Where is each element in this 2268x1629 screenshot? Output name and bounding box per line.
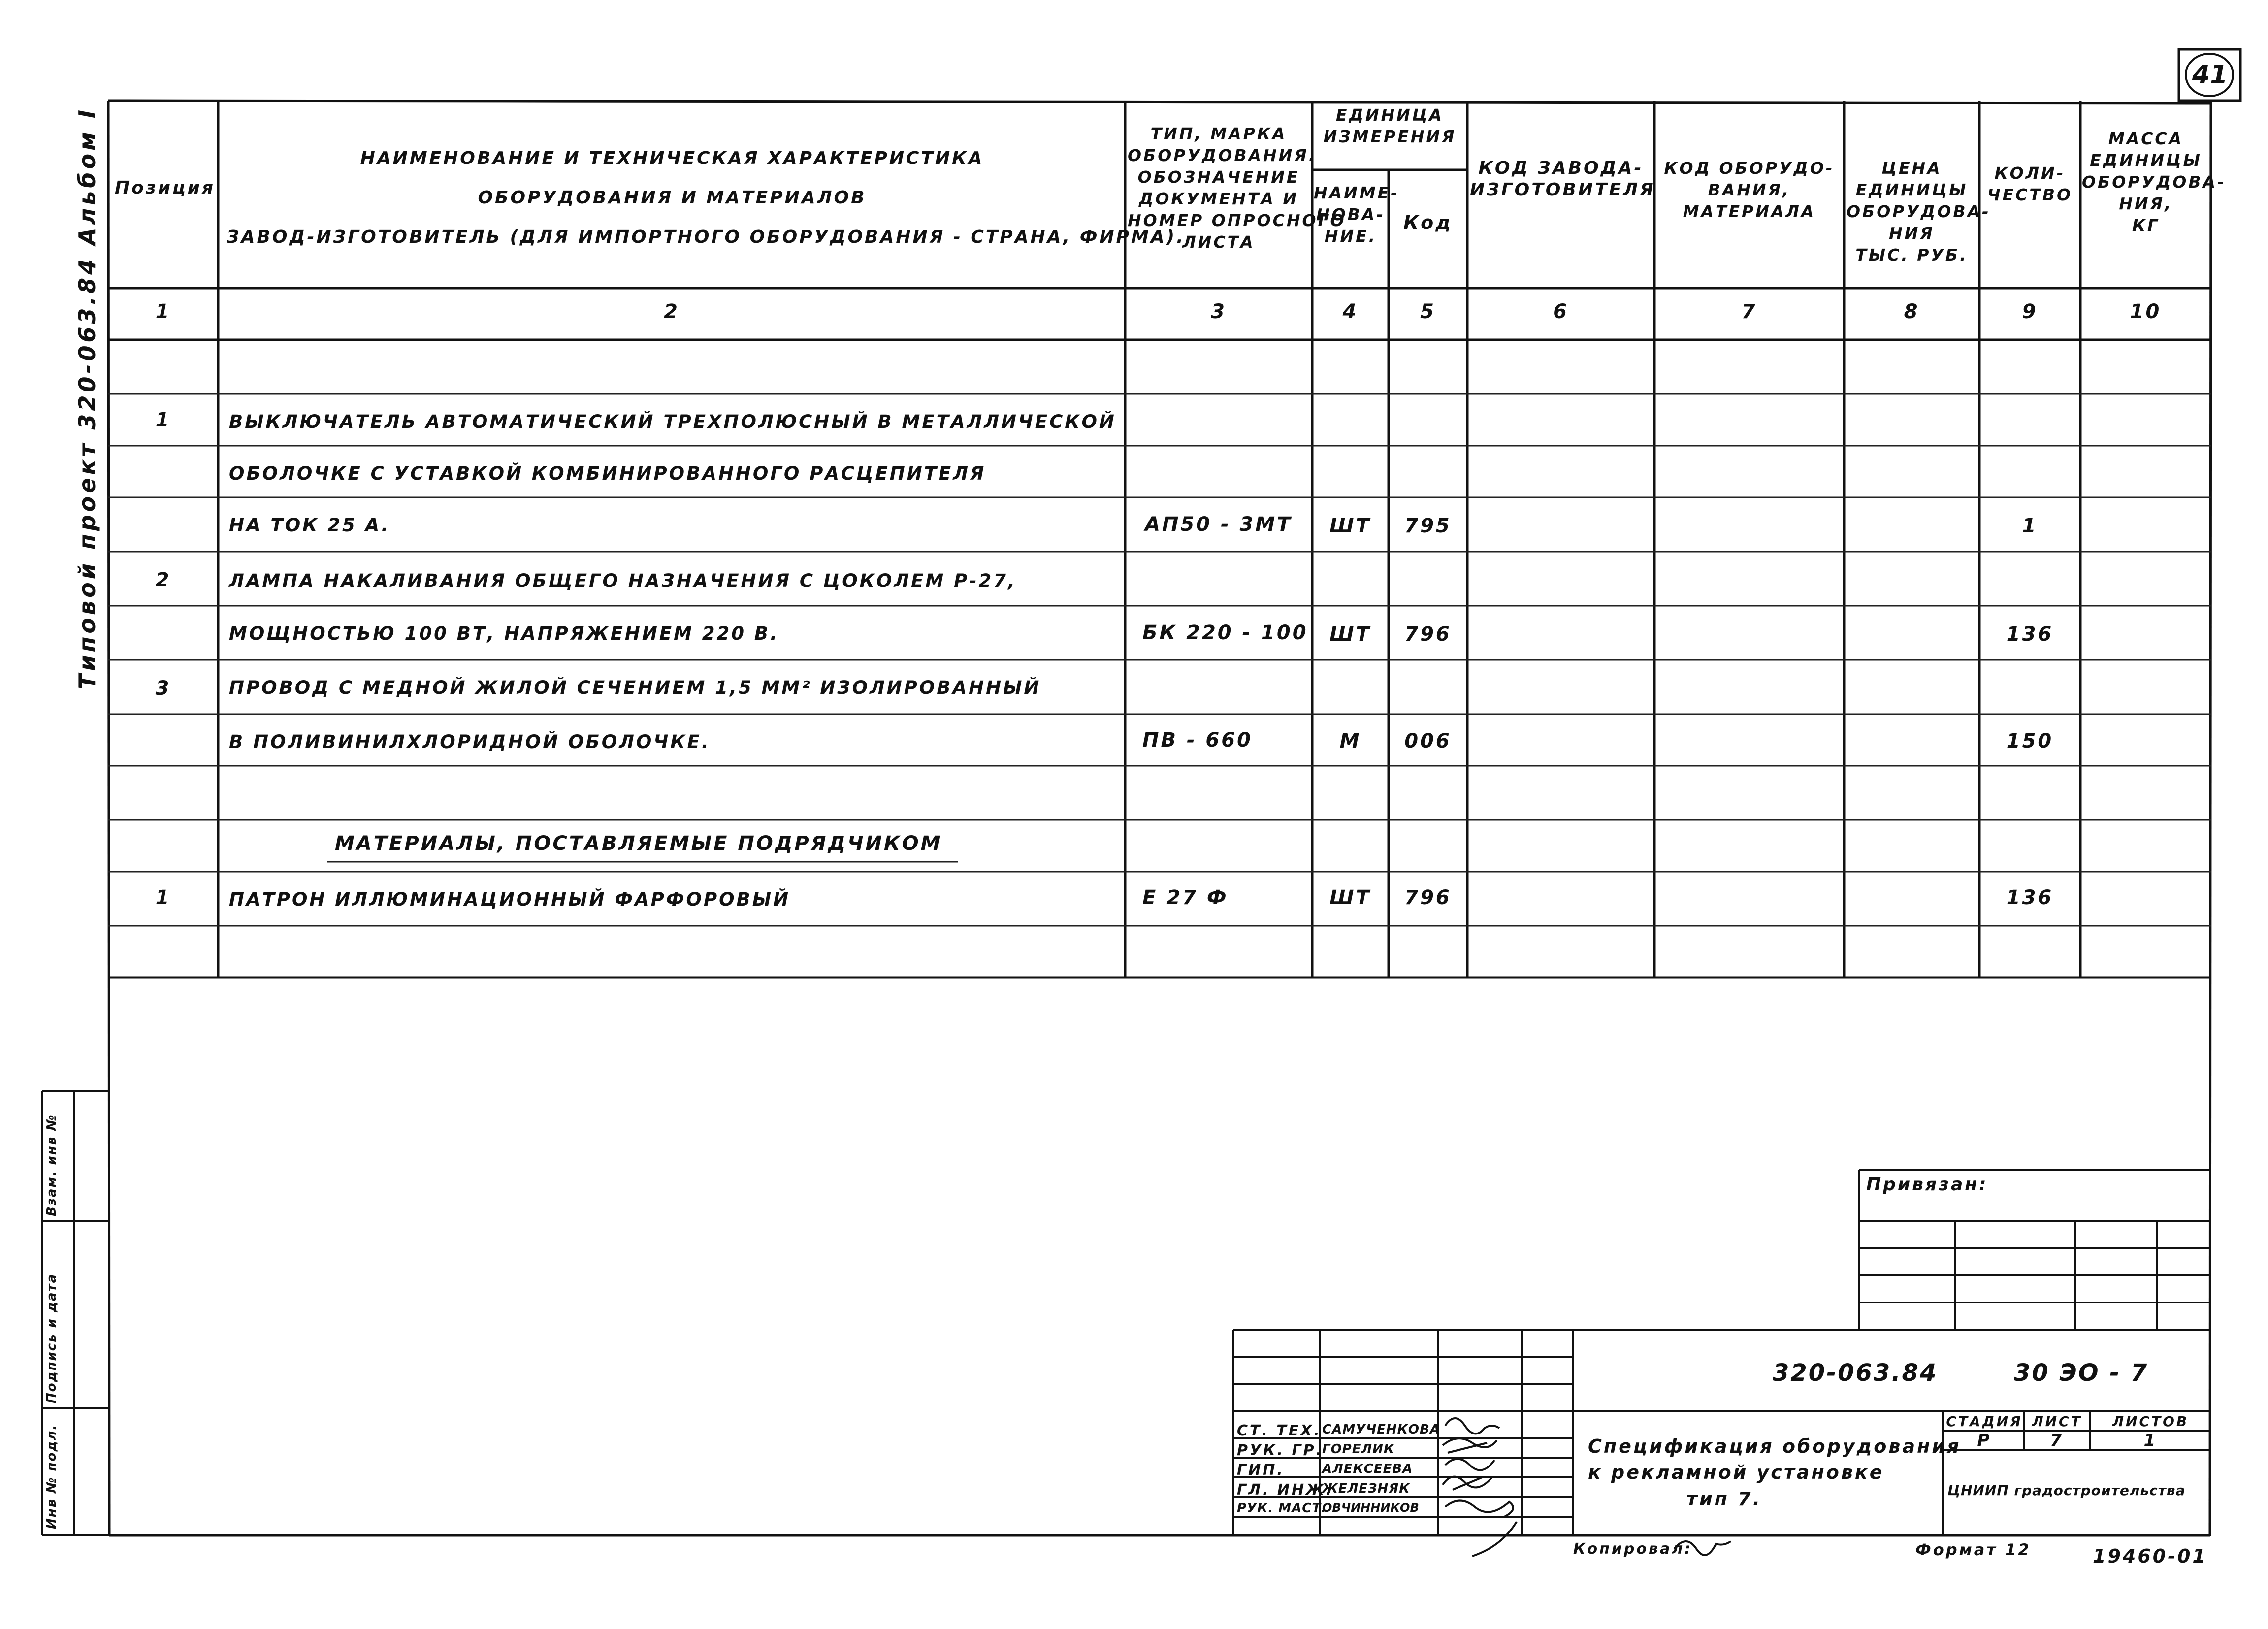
row-unit: ШТ bbox=[1329, 886, 1371, 909]
tb-role: РУК. ГР. bbox=[1237, 1442, 1324, 1459]
header-equip-line: ВАНИЯ, bbox=[1708, 180, 1791, 199]
row-unit: ШТ bbox=[1329, 623, 1371, 646]
header-unit-line: ИЗМЕРЕНИЯ bbox=[1323, 127, 1457, 146]
header-position: Позиция bbox=[114, 178, 216, 198]
tb-name: ОВЧИННИКОВ bbox=[1322, 1501, 1419, 1515]
row-name: В ПОЛИВИНИЛХЛОРИДНОЙ ОБОЛОЧКЕ. bbox=[229, 731, 711, 752]
privyazan-label: Привязан: bbox=[1866, 1174, 1988, 1195]
sheet-code: 30 ЭО - 7 bbox=[2014, 1359, 2149, 1387]
column-number: 8 bbox=[1904, 300, 1920, 323]
row-name: ВЫКЛЮЧАТЕЛЬ АВТОМАТИЧЕСКИЙ ТРЕХПОЛЮСНЫЙ В МЕТАЛЛИЧЕСКОЙ bbox=[229, 411, 1116, 432]
row-name: ЛАМПА НАКАЛИВАНИЯ ОБЩЕГО НАЗНАЧЕНИЯ С ЦОКОЛЕМ Р-27, bbox=[229, 570, 1017, 591]
row-qty: 136 bbox=[2006, 886, 2054, 909]
archive-number: 19460-01 bbox=[2093, 1545, 2207, 1567]
tb-role: РУК. МАСТ. bbox=[1237, 1501, 1327, 1516]
signature-4 bbox=[1443, 1477, 1492, 1490]
sheet-number-badge: 41 bbox=[2192, 60, 2228, 90]
row-position: 3 bbox=[155, 677, 171, 700]
signature-1 bbox=[1445, 1418, 1499, 1434]
tb-name: АЛЕКСЕЕВА bbox=[1322, 1462, 1413, 1476]
header-qty-line: КОЛИ- bbox=[1994, 163, 2066, 183]
header-mass-line: НИЯ, bbox=[2119, 194, 2173, 213]
header-type-line: ЛИСТА bbox=[1182, 232, 1255, 252]
column-number: 10 bbox=[2130, 300, 2162, 323]
row-type: ПВ - 660 bbox=[1142, 729, 1253, 751]
doc-title-line2: к рекламной установке bbox=[1588, 1462, 1884, 1483]
header-unit-name-line: НАИМЕ- bbox=[1314, 183, 1399, 202]
header-unit-line: ЕДИНИЦА bbox=[1336, 105, 1444, 125]
header-price-line: ЦЕНА bbox=[1881, 159, 1942, 178]
row-name: МОЩНОСТЬЮ 100 ВТ, НАПРЯЖЕНИЕМ 220 В. bbox=[229, 623, 779, 644]
signature-2 bbox=[1443, 1438, 1497, 1453]
sheets-value: 1 bbox=[2143, 1431, 2158, 1450]
header-name-line2: ОБОРУДОВАНИЯ И МАТЕРИАЛОВ bbox=[478, 188, 867, 208]
header-factory-line: ИЗГОТОВИТЕЛЯ bbox=[1470, 180, 1655, 200]
tb-name: САМУЧЕНКОВА bbox=[1322, 1422, 1440, 1437]
row-code: 796 bbox=[1404, 623, 1452, 646]
row-name: ПРОВОД С МЕДНОЙ ЖИЛОЙ СЕЧЕНИЕМ 1,5 ММ² ИЗОЛИРОВАННЫЙ bbox=[229, 677, 1041, 698]
row-qty: 136 bbox=[2006, 623, 2054, 646]
header-mass-line: МАССА bbox=[2108, 129, 2184, 148]
row-qty: 1 bbox=[2022, 515, 2038, 537]
organization: ЦНИИП градостроительства bbox=[1947, 1482, 2186, 1499]
column-number: 2 bbox=[664, 300, 680, 323]
stage-value: Р bbox=[1977, 1431, 1992, 1450]
header-factory-line: КОД ЗАВОДА- bbox=[1478, 158, 1644, 178]
sheet-label: ЛИСТ bbox=[2032, 1413, 2082, 1430]
header-type-line: ДОКУМЕНТА И bbox=[1138, 189, 1299, 208]
header-unit-name-line: НИЕ. bbox=[1324, 227, 1377, 246]
side-field-inv-podl: Инв № подл. bbox=[44, 1424, 59, 1529]
tb-name: ЖЕЛЕЗНЯК bbox=[1322, 1481, 1410, 1496]
row-position: 1 bbox=[155, 886, 171, 909]
doc-number: 320-063.84 bbox=[1773, 1359, 1938, 1387]
header-mass-line: ОБОРУДОВА- bbox=[2082, 172, 2226, 192]
row-unit: М bbox=[1339, 730, 1361, 752]
header-type-line: НОМЕР ОПРОСНОГО bbox=[1128, 211, 1346, 230]
header-unit-name-line: НОВА- bbox=[1316, 205, 1386, 224]
header-mass-line: ЕДИНИЦЫ bbox=[2090, 151, 2202, 170]
sheet-value: 7 bbox=[2050, 1431, 2064, 1450]
tb-name: ГОРЕЛИК bbox=[1322, 1442, 1395, 1457]
doc-title-line1: Спецификация оборудования bbox=[1588, 1435, 1961, 1457]
copied-label: Копировал: bbox=[1573, 1540, 1693, 1558]
column-number: 6 bbox=[1553, 300, 1569, 323]
column-number: 1 bbox=[155, 300, 171, 323]
side-project-title: Типовой проект 320-063.84 Альбом I bbox=[74, 107, 100, 689]
materials-heading: МАТЕРИАЛЫ, ПОСТАВЛЯЕМЫЕ ПОДРЯДЧИКОМ bbox=[335, 832, 942, 855]
stage-label: СТАДИЯ bbox=[1946, 1413, 2023, 1430]
row-type: БК 220 - 100 bbox=[1142, 621, 1308, 644]
side-field-signature-date: Подпись и дата bbox=[44, 1273, 59, 1403]
side-field-vzam-inv: Взам. инв № bbox=[44, 1114, 59, 1216]
column-number: 9 bbox=[2022, 300, 2038, 323]
row-code: 796 bbox=[1404, 886, 1452, 909]
row-name: ПАТРОН ИЛЛЮМИНАЦИОННЫЙ ФАРФОРОВЫЙ bbox=[229, 889, 791, 910]
row-position: 2 bbox=[155, 569, 171, 591]
header-equip-line: КОД ОБОРУДО- bbox=[1664, 159, 1835, 178]
row-code: 795 bbox=[1404, 515, 1452, 537]
row-code: 006 bbox=[1404, 730, 1452, 752]
column-number: 7 bbox=[1741, 300, 1757, 323]
header-name-line1: НАИМЕНОВАНИЕ И ТЕХНИЧЕСКАЯ ХАРАКТЕРИСТИКА bbox=[360, 148, 984, 168]
tb-role: ГИП. bbox=[1237, 1462, 1285, 1479]
column-number: 4 bbox=[1342, 300, 1359, 323]
header-mass-line: КГ bbox=[2132, 216, 2160, 235]
header-price-line: ТЫС. РУБ. bbox=[1855, 245, 1968, 264]
signature-5 bbox=[1445, 1501, 1517, 1557]
format-label: Формат 12 bbox=[1915, 1540, 2031, 1559]
header-price-line: ОБОРУДОВА- bbox=[1847, 202, 1991, 221]
row-name: ОБОЛОЧКЕ С УСТАВКОЙ КОМБИНИРОВАННОГО РАСЦЕПИТЕЛЯ bbox=[229, 463, 986, 484]
signature-3 bbox=[1445, 1459, 1494, 1470]
row-name: НА ТОК 25 А. bbox=[229, 515, 390, 536]
doc-title-line3: тип 7. bbox=[1686, 1488, 1762, 1510]
header-name-line3: ЗАВОД-ИЗГОТОВИТЕЛЬ (ДЛЯ ИМПОРТНОГО ОБОРУДОВАНИЯ - СТРАНА, ФИРМА). bbox=[227, 227, 1185, 247]
column-number: 3 bbox=[1211, 300, 1227, 323]
header-unit-code: Код bbox=[1403, 212, 1453, 233]
tb-role: СТ. ТЕХ. bbox=[1237, 1422, 1322, 1439]
row-type: АП50 - 3МТ bbox=[1145, 513, 1293, 536]
row-type: Е 27 Ф bbox=[1142, 886, 1229, 909]
header-equip-line: МАТЕРИАЛА bbox=[1683, 202, 1816, 221]
header-type-line: ОБОРУДОВАНИЯ. bbox=[1128, 146, 1317, 165]
header-type-line: ТИП, МАРКА bbox=[1150, 124, 1287, 143]
column-number: 5 bbox=[1420, 300, 1436, 323]
row-qty: 150 bbox=[2006, 730, 2054, 752]
sheets-label: ЛИСТОВ bbox=[2112, 1413, 2189, 1430]
header-price-line: НИЯ bbox=[1889, 224, 1935, 243]
header-qty-line: ЧЕСТВО bbox=[1987, 185, 2073, 204]
header-price-line: ЕДИНИЦЫ bbox=[1855, 180, 1968, 199]
tb-role: ГЛ. ИНЖ. bbox=[1237, 1481, 1334, 1499]
header-type-line: ОБОЗНАЧЕНИЕ bbox=[1137, 167, 1300, 187]
row-unit: ШТ bbox=[1329, 515, 1371, 537]
row-position: 1 bbox=[155, 409, 171, 431]
